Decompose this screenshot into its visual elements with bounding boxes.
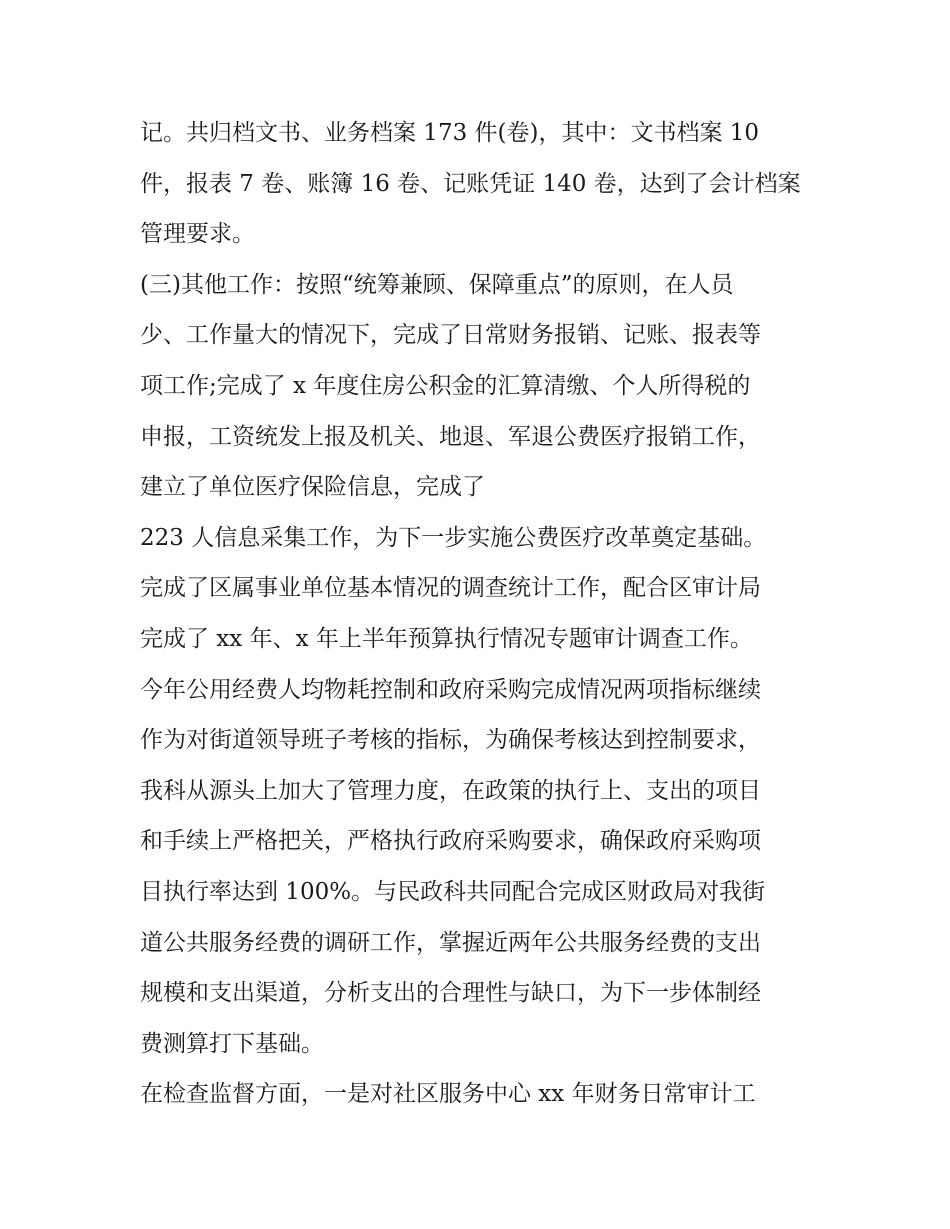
text-line: 件，报表 7 卷、账簿 16 卷、记账凭证 140 卷，达到了会计档案 [140,170,801,197]
text-line: 和手续上严格把关，严格执行政府采购要求，确保政府采购项 [140,828,761,855]
text-line: 记。共归档文书、业务档案 173 件(卷)，其中：文书档案 10 [140,120,760,146]
text-line: 管理要求。 [140,221,255,248]
text-line: 目执行率达到 100%。与民政科共同配合完成区财政局对我街 [140,878,766,905]
text-line: 申报，工资统发上报及机关、地退、军退公费医疗报销工作， [140,423,761,450]
text-line: 223 人信息采集工作，为下一步实施公费医疗改革奠定基础。 [140,524,767,551]
document-body [140,108,820,1120]
text-line: 完成了 xx 年、x 年上半年预算执行情况专题审计调查工作。 [140,625,753,652]
text-line: 少、工作量大的情况下，完成了日常财务报销、记账、报表等 [140,322,761,349]
text-line: 道公共服务经费的调研工作，掌握近两年公共服务经费的支出 [140,929,761,956]
text-line: 完成了区属事业单位基本情况的调查统计工作，配合区审计局 [140,575,761,602]
text-line: 在检查监督方面，一是对社区服务中心 xx 年财务日常审计工 [140,1081,756,1108]
text-line: (三)其他工作：按照“统筹兼顾、保障重点”的原则，在人员 [140,271,734,298]
text-line: 规模和支出渠道，分析支出的合理性与缺口，为下一步体制经 [140,980,761,1007]
text-line: 建立了单位医疗保险信息，完成了 [140,474,485,501]
text-line: 今年公用经费人均物耗控制和政府采购完成情况两项指标继续 [140,676,761,703]
text-line: 我科从源头上加大了管理力度，在政策的执行上、支出的项目 [140,777,761,804]
text-line: 项工作;完成了 x 年度住房公积金的汇算清缴、个人所得税的 [140,372,751,399]
text-line: 作为对街道领导班子考核的指标，为确保考核达到控制要求， [140,727,761,754]
text-line: 费测算打下基础。 [140,1030,324,1057]
